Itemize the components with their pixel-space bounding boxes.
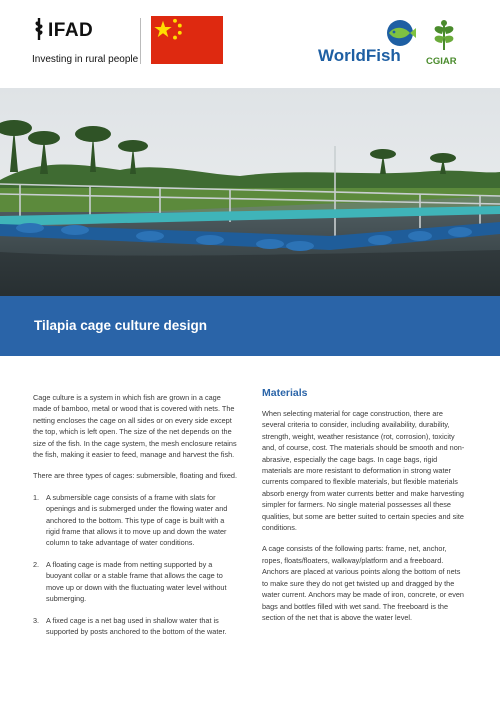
- cgiar-logo: [424, 18, 468, 68]
- ifad-tagline: Investing in rural people: [32, 54, 139, 65]
- list-text: A fixed cage is a net bag used in shallow water that is supported by posts anchored to the bottom of the water.: [46, 615, 227, 636]
- cage-types-intro: There are three types of cages: submersible, floating and fixed.: [33, 471, 238, 481]
- worldfish-logo: [318, 18, 418, 68]
- intro-paragraph: Cage culture is a system in which fish are grown in a cage made of bamboo, metal or wood that is covered with nets. The netting encloses the cage on all sides or on every side except the top, which is left open. The size of the net depends on the size of the fish. In the cage system, the mesh enclosure retains the fish, making it easier to feed, manage and harvest the fish.: [33, 393, 237, 460]
- china-flag-icon: [151, 16, 223, 64]
- document-title: Tilapia cage culture design: [34, 318, 208, 333]
- logo-divider: [140, 18, 141, 64]
- left-column: [33, 392, 238, 647]
- right-column: [262, 387, 467, 633]
- header: [0, 0, 500, 88]
- ifad-wordmark: [32, 16, 93, 42]
- list-number: 3.: [33, 615, 40, 625]
- list-number: 1.: [33, 492, 40, 502]
- worldfish-wordmark: WorldFish: [318, 46, 401, 65]
- cgiar-leaf-icon: [424, 18, 464, 52]
- ifad-name: IFAD: [48, 20, 94, 41]
- cage-parts-paragraph: A cage consists of the following parts: frame, net, anchor, ropes, floats/floaters, walkway/platform and a freeboard. Anchors are placed at various points along the bottom of nets to make sure they do not get twisted up and dragged by the water current. Anchors may be made of iron, concrete, or even bags and bottles filled with wet sand. The freeboard is the section of the net that is above the water level.: [262, 544, 464, 622]
- list-item: [33, 492, 238, 549]
- title-banner: [0, 296, 500, 356]
- cage-types-list: [33, 492, 238, 637]
- list-text: A submersible cage consists of a frame with slats for openings and is submerged under the flowing water and anchored to the bottom. This type of cage is built with a rigid frame that allows it to move up and down the water column to take advantage of water conditions.: [46, 492, 228, 548]
- cgiar-wordmark: CGIAR: [426, 56, 457, 67]
- worldfish-fish-icon: [380, 18, 420, 48]
- materials-paragraph: When selecting material for cage construction, there are several criteria to consider, including availability, durability, strength, weight, weather resistance (rot, corrosion), toxicity and, of course, cost. The materials should be smooth and non-abrasive, especially the cage bags. In cage bags, rigid materials are more resistant to deformation in strong water currents compared to flexible materials, but flexible materials absorb energy from water currents better and make harvesting simpler for farmers. No single material possesses all these qualities, but some are better suited to certain species and site conditions.: [262, 409, 465, 533]
- fish-cage-photo-image: [0, 88, 500, 298]
- list-text: A floating cage is made from netting supported by a buoyant collar or a stable frame that allows the cage to move up or down with the fluctuating water level without submerging.: [46, 559, 227, 604]
- ifad-wheat-icon: [32, 16, 46, 40]
- materials-heading: Materials: [262, 387, 308, 399]
- fish-cage-photo: [0, 88, 500, 298]
- list-item: [33, 559, 238, 605]
- list-number: 2.: [33, 559, 40, 569]
- list-item: [33, 615, 238, 638]
